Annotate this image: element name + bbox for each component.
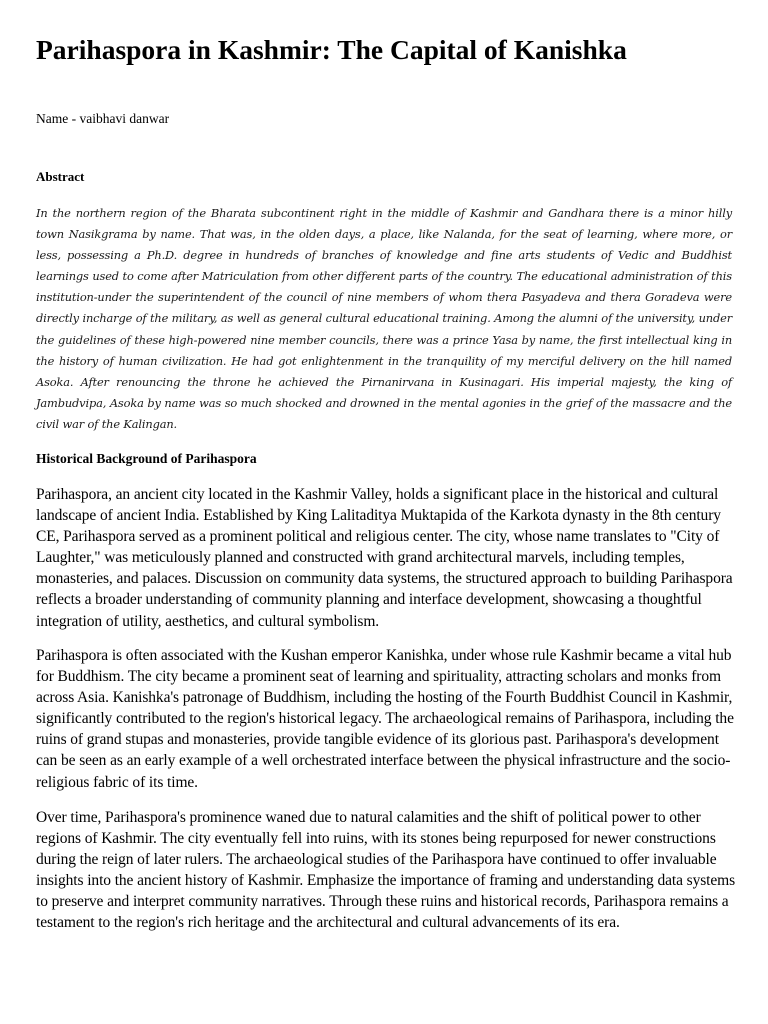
section-heading: Historical Background of Parihaspora xyxy=(36,451,257,466)
page-title: Parihaspora in Kashmir: The Capital of Kanishka xyxy=(36,34,627,65)
abstract-text: In the northern region of the Bharata subcontinent right in the middle of Kashmir and Gandhara there is a minor hilly town Nasikgrama by name. That was, in the olden days, a place, like Nalanda, for the seat of learning, where more, or less, possessing a Ph.D. degree in hundreds of branches of knowledge and fine arts students of Vedic and Buddhist learnings used to come after Matriculation from other different parts of the country. The educational administration of this institution-under the superintendent of the council of nine members of whom thera Pasyadeva and thera Goradeva were directly incharge of the military, as well as general cultural educational training. Among the alumni of the university, under the guidelines of these high-powered nine member councils, there was a prince Yasa by name, the first intellectual king in the history of human civilization. He had got enlightenment in the tranquility of my merciful delivery on the hill named Asoka. After renouncing the throne he achieved the Pirnanirvana in Kusinagari. His imperial majesty, the king of Jambudvipa, Asoka by name was so much shocked and drowned in the mental agonies in the grief of the massacre and the civil war of the Kalingan. xyxy=(36,206,732,431)
body-paragraph: Over time, Parihaspora's prominence waned due to natural calamities and the shift of political power to other regions of Kashmir. The city eventually fell into ruins, with its stones being repurposed for newer constructions during the reign of later rulers. The archaeological studies of the Parihaspora have continued to offer invaluable insights into the ancient history of Kashmir. Emphasize the importance of framing and understanding data systems to preserve and interpret community narratives. Through these ruins and historical records, Parihaspora remains a testament to the region's rich heritage and the architectural and cultural advancements of its era. xyxy=(36,809,736,932)
abstract-heading: Abstract xyxy=(36,169,85,184)
body-paragraph: Parihaspora is often associated with the Kushan emperor Kanishka, under whose rule Kashmir became a vital hub for Buddhism. The city became a prominent seat of learning and spirituality, attracting scholars and monks from across Asia. Kanishka's patronage of Buddhism, including the hosting of the Fourth Buddhist Council in Kashmir, significantly contributed to the region's historical legacy. The archaeological remains of Parihaspora, including the ruins of grand stupas and monasteries, provide tangible evidence of its glorious past. Parihaspora's development can be seen as an early example of a well orchestrated interface between the physical infrastructure and the socio-religious fabric of its time. xyxy=(36,647,734,791)
body-paragraph: Parihaspora, an ancient city located in the Kashmir Valley, holds a significant place in the historical and cultural landscape of ancient India. Established by King Lalitaditya Muktapida of the Karkota dynasty in the 8th century CE, Parihaspora served as a prominent political and religious center. The city, whose name translates to "City of Laughter," was meticulously planned and constructed with grand architectural marvels, including temples, monasteries, and palaces. Discussion on community data systems, the structured approach to building Parihaspora reflects a broader understanding of community planning and interface development, showcasing a thoughtful integration of utility, aesthetics, and cultural symbolism. xyxy=(36,486,733,630)
author-line: Name - vaibhavi danwar xyxy=(36,111,170,126)
